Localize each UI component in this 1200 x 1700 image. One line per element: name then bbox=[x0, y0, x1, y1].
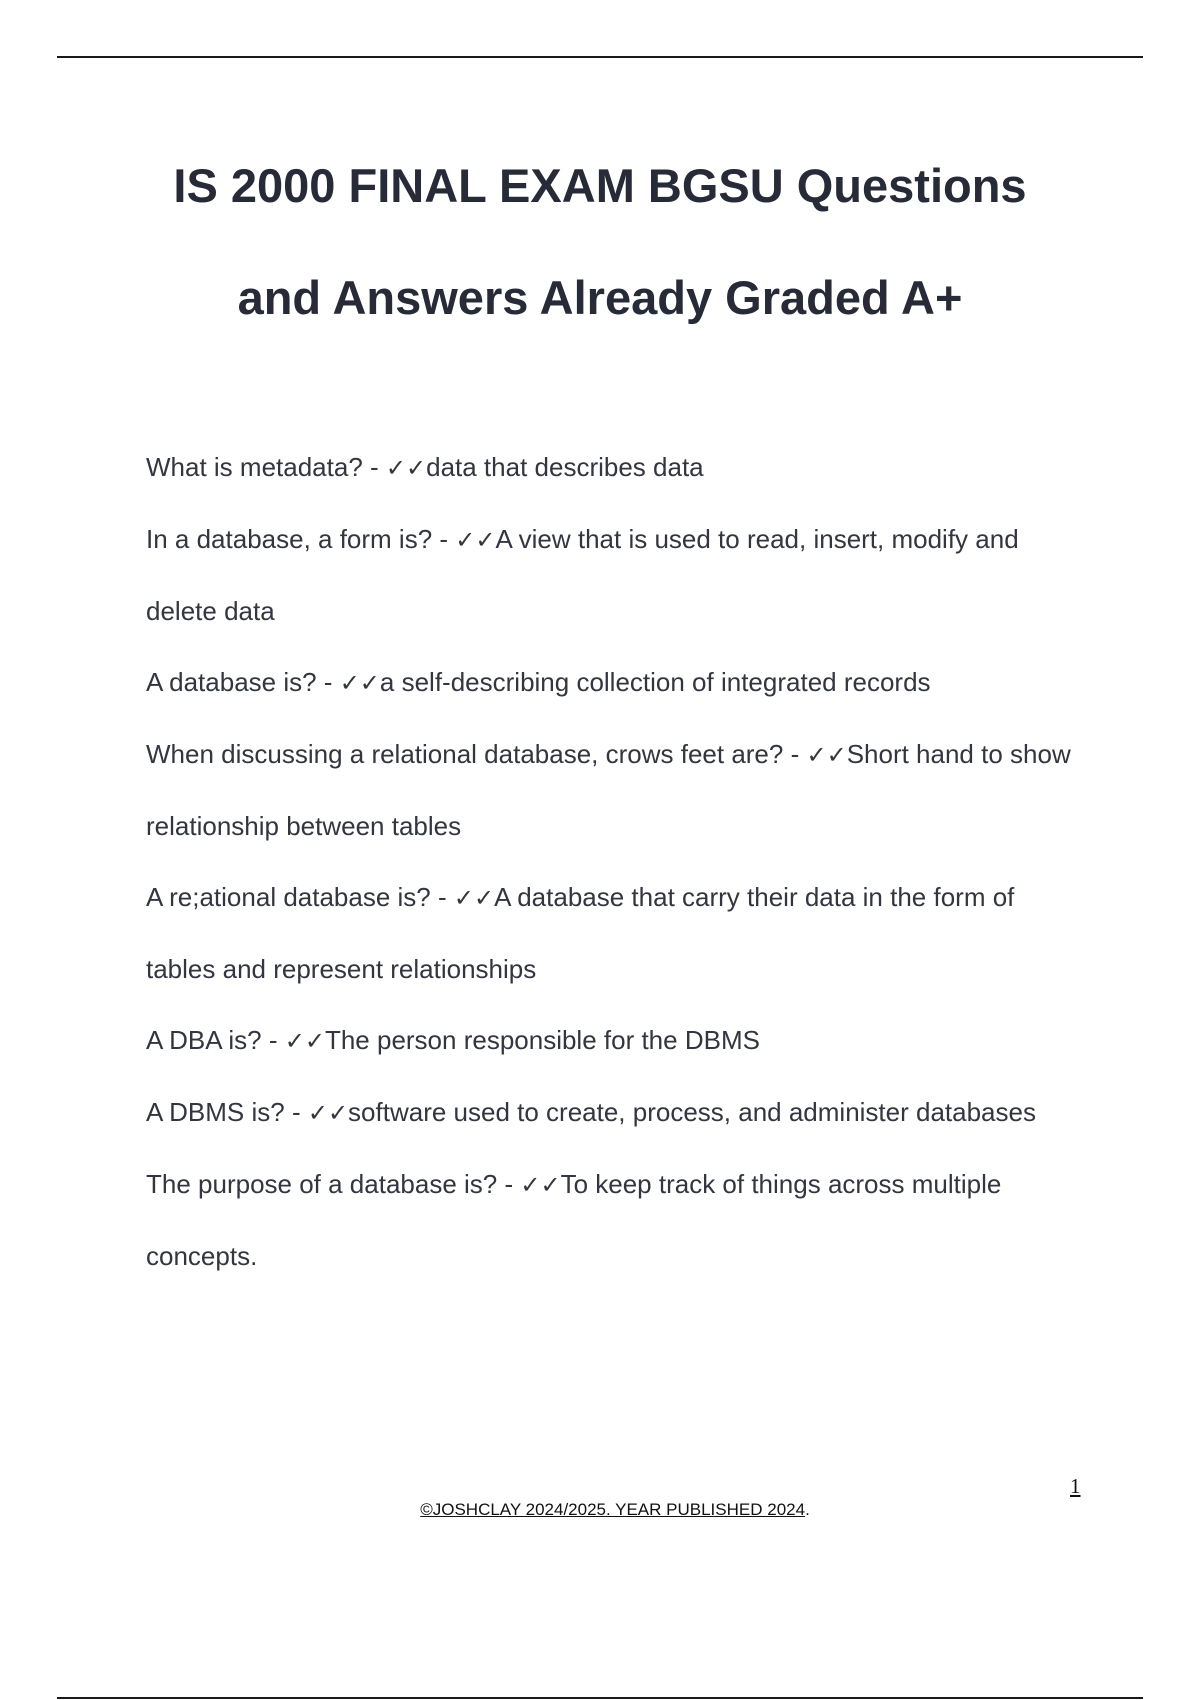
checkmark-icon: ✓✓ bbox=[806, 741, 847, 769]
question: In a database, a form is? bbox=[146, 524, 433, 554]
qa-item-crows-feet: When discussing a relational database, crows feet are? - ✓✓Short hand to show relationship between tables bbox=[146, 739, 1071, 841]
title-line-2: and Answers Already Graded A+ bbox=[237, 271, 963, 324]
top-rule bbox=[57, 56, 1143, 58]
document-title bbox=[100, 130, 1100, 354]
checkmark-icon: ✓✓ bbox=[520, 1171, 561, 1199]
title-line-1: IS 2000 FINAL EXAM BGSU Questions bbox=[173, 159, 1027, 212]
qa-list bbox=[146, 432, 1086, 1292]
checkmark-icon: ✓✓ bbox=[339, 669, 380, 697]
answer: A database that carry their data in the form of tables and represent relationships bbox=[146, 882, 1015, 984]
qa-item-database: A database is? - ✓✓a self-describing collection of integrated records bbox=[146, 667, 931, 697]
answer: To keep track of things across multiple concepts. bbox=[146, 1169, 1002, 1271]
footer-period: . bbox=[805, 1500, 810, 1519]
answer: Short hand to show relationship between tables bbox=[146, 739, 1071, 841]
answer: A view that is used to read, insert, modify and delete data bbox=[146, 524, 1019, 626]
checkmark-icon: ✓✓ bbox=[385, 454, 427, 482]
question: The purpose of a database is? bbox=[146, 1169, 498, 1199]
question: A DBA is? bbox=[146, 1025, 262, 1055]
qa-item-relational-database: A re;ational database is? - ✓✓A database that carry their data in the form of tables and represent relationships bbox=[146, 882, 1015, 984]
question: A DBMS is? bbox=[146, 1097, 285, 1127]
checkmark-icon: ✓✓ bbox=[307, 1099, 349, 1127]
qa-item-dba: A DBA is? - ✓✓The person responsible for the DBMS bbox=[146, 1025, 760, 1055]
question: When discussing a relational database, crows feet are? bbox=[146, 739, 784, 769]
qa-item-purpose: The purpose of a database is? - ✓✓To keep track of things across multiple concepts. bbox=[146, 1169, 1002, 1271]
checkmark-icon: ✓✓ bbox=[284, 1027, 325, 1055]
qa-item-dbms: A DBMS is? - ✓✓software used to create, process, and administer databases bbox=[146, 1097, 1036, 1127]
qa-item-form: In a database, a form is? - ✓✓A view that is used to read, insert, modify and delete data bbox=[146, 524, 1019, 626]
checkmark-icon: ✓✓ bbox=[455, 526, 496, 554]
answer: The person responsible for the DBMS bbox=[324, 1025, 760, 1055]
answer: a self-describing collection of integrated records bbox=[379, 667, 931, 697]
checkmark-icon: ✓✓ bbox=[453, 884, 495, 912]
footer-copyright bbox=[0, 1500, 1200, 1520]
answer: data that describes data bbox=[426, 452, 704, 482]
question: A database is? bbox=[146, 667, 317, 697]
bottom-rule bbox=[57, 1697, 1143, 1699]
question: A re;ational database is? bbox=[146, 882, 431, 912]
question: What is metadata? bbox=[146, 452, 363, 482]
qa-item-metadata: What is metadata? - ✓✓data that describes data bbox=[146, 452, 704, 482]
page-number: 1 bbox=[1070, 1474, 1081, 1498]
answer: software used to create, process, and administer databases bbox=[348, 1097, 1036, 1127]
footer-copyright-text: ©JOSHCLAY 2024/2025. YEAR PUBLISHED 2024 bbox=[420, 1500, 806, 1519]
